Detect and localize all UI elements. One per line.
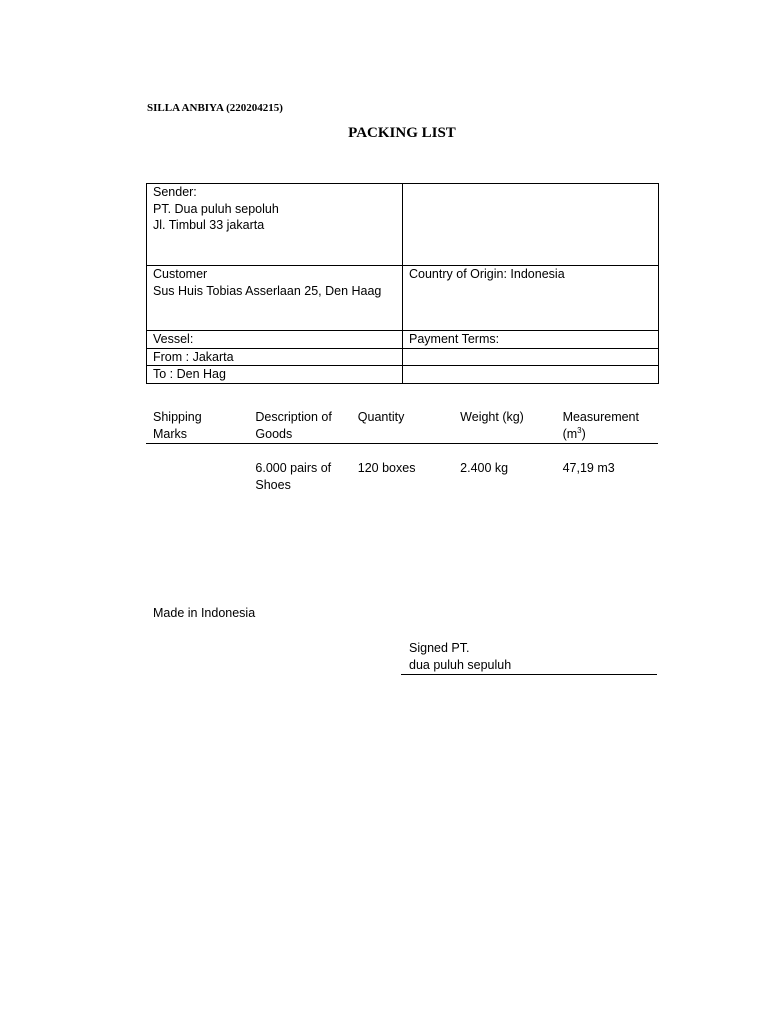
- author-name: SILLA ANBIYA (220204215): [147, 102, 283, 114]
- payment-terms-cell: Payment Terms:: [403, 331, 659, 349]
- header-text: [563, 426, 658, 443]
- vessel-row: [147, 331, 659, 349]
- from-row: [147, 348, 659, 366]
- country-of-origin: Country of Origin: Indonesia: [409, 267, 565, 281]
- header-shipping-marks: [146, 409, 248, 442]
- header-text-part: (m: [562, 426, 578, 441]
- signed-line-1: Signed PT.: [409, 641, 470, 655]
- country-of-origin-cell: [403, 266, 659, 331]
- customer-cell: [147, 266, 403, 331]
- customer-address: Sus Huis Tobias Asserlaan 25, Den Haag: [153, 283, 382, 298]
- goods-row: [146, 460, 658, 493]
- customer-label: Customer: [153, 267, 208, 281]
- cell-description: [248, 460, 350, 493]
- empty-cell: [403, 366, 659, 384]
- header-text-part: ): [581, 426, 586, 441]
- cell-shipping-marks: [146, 460, 248, 493]
- cell-measurement: 47,19 m3: [562, 461, 615, 475]
- document-title: PACKING LIST: [348, 125, 456, 141]
- signature-block: [401, 640, 657, 675]
- header-text: Measurement: [562, 410, 639, 424]
- sender-name: PT. Dua puluh sepoluh: [153, 201, 279, 216]
- signed-line-2: dua puluh sepuluh: [409, 657, 512, 672]
- to-cell: To : Den Hag: [147, 366, 403, 384]
- empty-cell: [403, 348, 659, 366]
- from-cell: From : Jakarta: [147, 348, 403, 366]
- goods-header-row: [146, 409, 658, 444]
- to-row: [147, 366, 659, 384]
- made-in-text: Made in Indonesia: [153, 606, 256, 620]
- customer-row: [147, 266, 659, 331]
- cell-quantity: 120 boxes: [357, 461, 416, 475]
- header-description: [248, 409, 350, 442]
- shipment-info-table: [146, 183, 659, 384]
- superscript: 3: [577, 425, 582, 435]
- empty-cell: [403, 184, 659, 266]
- sender-row: [147, 184, 659, 266]
- header-text: Description of: [255, 410, 332, 424]
- cell-text: Shoes: [255, 477, 291, 492]
- header-measurement: [556, 409, 658, 442]
- vessel-cell: Vessel:: [147, 331, 403, 349]
- sender-label: Sender:: [153, 185, 197, 199]
- header-text: Marks: [153, 426, 188, 441]
- goods-table: [146, 409, 658, 493]
- header-weight: Weight (kg): [460, 410, 524, 424]
- header-text: Goods: [255, 426, 293, 441]
- sender-cell: [147, 184, 403, 266]
- header-text: Shipping: [153, 410, 202, 424]
- header-quantity: Quantity: [357, 410, 405, 424]
- cell-text: 6.000 pairs of: [255, 461, 332, 475]
- sender-address: Jl. Timbul 33 jakarta: [153, 218, 265, 232]
- cell-weight: 2.400 kg: [460, 461, 509, 475]
